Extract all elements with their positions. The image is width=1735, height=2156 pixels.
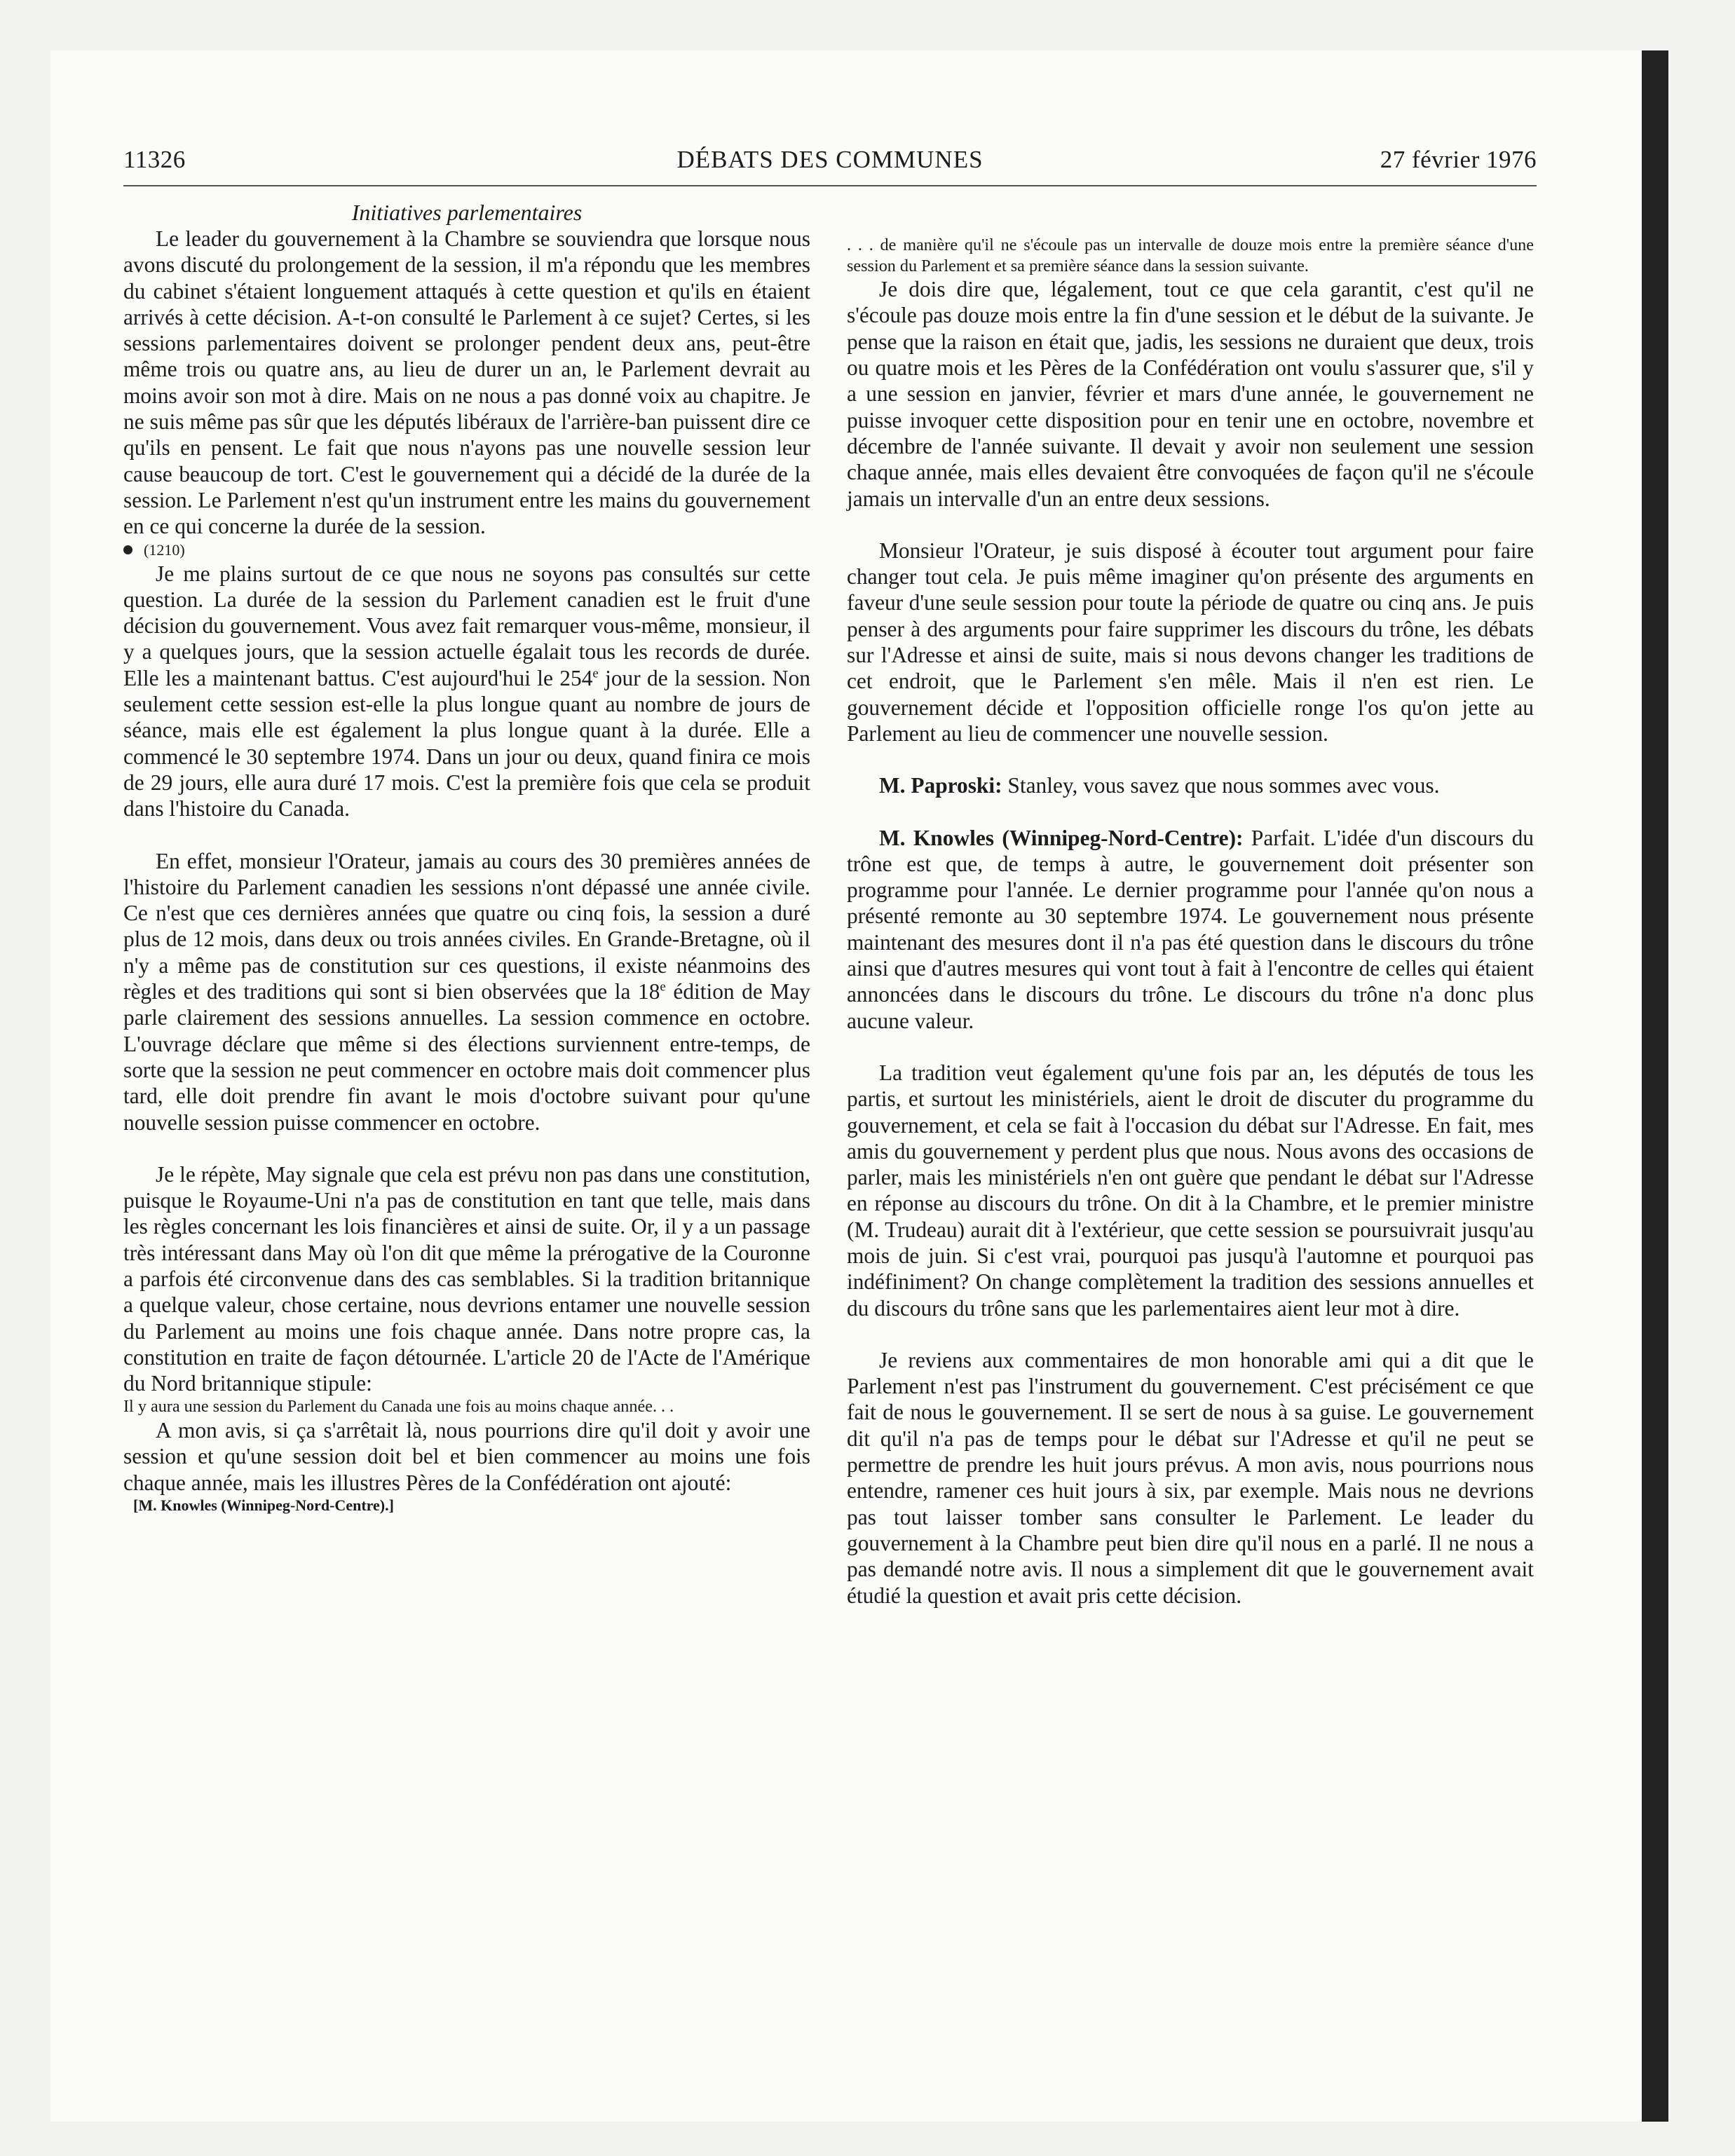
paragraph: Je reviens aux commentaires de mon honorable ami qui a dit que le Parlement n'est pas l'instrument du gouvernement. C'est précisément ce que fait de nous le gouvernement. Il se sert de nous à sa guise. Le gouvernement dit qu'il n'a pas de temps pour le débat sur l'Adresse et qu'il ne peut se permettre de prendre les huit jours prévus. A mon avis, nous pourrions nous entendre, ramener ces huit jours à six, par exemple. Mais nous ne devrions pas tout laisser tomber sans consulter le Parlement. Le leader du gouvernement à la Chambre peut bien dire qu'il nous en a parlé. Il ne nous a pas demandé notre avis. Il nous a simplement dit que le gouvernement avait étudié la question et avait pris cette décision. — [847, 1347, 1534, 1608]
speech-paragraph — [847, 772, 1534, 798]
paragraph-text: jour de la session. Non seulement cette session est-elle la plus longue quant au nombre de jours de séance, mais elle est également la plus longue quant à la durée. Elle a commencé le 30 septembre 1974. Dans un jour ou deux, quand finira ce mois de 29 jours, elle aura duré 17 mois. C'est la première fois que cela se produit dans l'histoire du Canada. — [123, 665, 810, 821]
speech-paragraph — [847, 825, 1534, 1034]
section-title: Initiatives parlementaires — [351, 200, 583, 225]
speaker-name: M. Paproski: — [879, 773, 1002, 798]
paragraph — [123, 561, 810, 822]
timestamp-text: (1210) — [144, 540, 185, 559]
bullet-icon — [123, 545, 132, 554]
speech-text: Parfait. L'idée d'un discours du trône est que, de temps à autre, le gouvernement doit présenter son programme pour l'année. Le dernier programme pour l'année qu'on nous a présenté remonte au 30 septembre 1974. Le gouvernement nous présente maintenant des mesures dont il n'a pas été question dans le discours du trône ainsi que d'autres mesures qui vont tout à fait à l'encontre de celles qui étaient annoncées dans le discours du trône. Le discours du trône n'a donc plus aucune valeur. — [847, 825, 1534, 1033]
paragraph — [123, 848, 810, 1135]
page-date: 27 février 1976 — [1380, 146, 1537, 173]
publication-title: DÉBATS DES COMMUNES — [676, 146, 984, 173]
left-column — [123, 200, 810, 1515]
paragraph: La tradition veut également qu'une fois par an, les députés de tous les partis, et surtout les ministériels, aient le droit de discuter du programme du gouvernement, et cela se fait à l'occasion du débat sur l'Adresse. En fait, mes amis du gouvernement y perdent plus que nous. Nous avons des occasions de parler, mais les ministériels n'en ont guère que pendant le débat sur l'Adresse en réponse au discours du trône. On dit à la Chambre, et le premier ministre (M. Trudeau) aurait dit à l'extérieur, que cette session se poursuivrait jusqu'au mois de juin. Si c'est vrai, pourquoi pas jusqu'à l'automne et pourquoi pas indéfiniment? On change complètement la tradition des sessions annuelles et du discours du trône sans que les parlementaires aient leur mot à dire. — [847, 1060, 1534, 1321]
scan-binding-edge — [1642, 50, 1668, 2122]
superscript: e — [592, 666, 599, 681]
paragraph: Le leader du gouvernement à la Chambre se souviendra que lorsque nous avons discuté du prolongement de la session, il m'a répondu que les membres du cabinet s'étaient longuement attaqués à cette question et qu'ils en étaient arrivés à cette décision. A-t-on consulté le Parlement à ce sujet? Certes, si les sessions parlementaires doivent se prolonger pendent deux ans, peut-être même trois ou quatre ans, au lieu de durer un an, le Parlement devrait au moins avoir son mot à dire. Mais on ne nous a pas donné voix au chapitre. Je ne suis même pas sûr que les députés libéraux de l'arrière-ban puissent dire ce qu'ils en pensent. Le fait que nous n'ayons pas une nouvelle session leur cause beaucoup de tort. C'est le gouvernement qui a décidé de la durée de la session. Le Parlement n'est qu'un instrument entre les mains du gouvernement en ce qui concerne la durée de la session. — [123, 226, 810, 539]
right-column — [847, 235, 1534, 1609]
page-header — [123, 146, 1537, 186]
superscript: e — [660, 979, 666, 995]
paragraph: Monsieur l'Orateur, je suis disposé à écouter tout argument pour faire changer tout cela. Je puis même imaginer qu'on présente des arguments en faveur d'une seule session pour toute la période de quatre ou cinq ans. Je puis penser à des arguments pour faire supprimer les discours du trône, les débats sur l'Adresse et ainsi de suite, mais si nous devons changer les traditions de cet endroit, que le Parlement s'en mêle. Mais il n'en est rien. Le gouvernement décide et l'opposition officielle ronge l'os qu'on jette au Parlement au lieu de commencer une nouvelle session. — [847, 538, 1534, 746]
block-quote: Il y aura une session du Parlement du Canada une fois au moins chaque année. . . — [123, 1397, 674, 1417]
speaker-name: M. Knowles (Winnipeg-Nord-Centre): — [879, 825, 1244, 850]
timestamp-marker — [123, 540, 810, 561]
speech-text: Stanley, vous savez que nous sommes avec vous. — [1002, 773, 1440, 798]
block-quote: . . . de manière qu'il ne s'écoule pas un intervalle de douze mois entre la première séance d'une session du Parlement et sa première séance dans la session suivante. — [847, 236, 1534, 275]
paragraph: Je dois dire que, légalement, tout ce que cela garantit, c'est qu'il ne s'écoule pas douze mois entre la fin d'une session et le début de la suivante. Je pense que la raison en était que, jadis, les sessions ne duraient que deux, trois ou quatre mois et les Pères de la Confédération ont voulu s'assurer que, s'il y a une session en janvier, février et mars d'une année, le gouvernement ne puisse invoquer cette disposition pour en tenir une en octobre, novembre et décembre de l'année suivante. Il devait y avoir non seulement une session chaque année, mais elles devaient être convoquées de façon qu'il ne s'écoule jamais un intervalle d'un an entre deux sessions. — [847, 277, 1534, 511]
paragraph-text: Je me plains surtout de ce que nous ne soyons pas consultés sur cette question. La durée de la session du Parlement canadien est le fruit d'une décision du gouvernement. Vous avez fait remarquer vous-même, monsieur, il y a quelques jours, que la session actuelle égalait tous les records de durée. Elle les a maintenant battus. C'est aujourd'hui le 254 — [123, 561, 810, 690]
paragraph: Je le répète, May signale que cela est prévu non pas dans une constitution, puisque le Royaume-Uni n'a pas de constitution en tant que telle, mais dans les règles concernant les lois financières et ainsi de suite. Or, il y a un passage très intéressant dans May où l'on dit que même la prérogative de la Couronne a parfois été circonvenue dans des cas semblables. Si la tradition britannique a quelque valeur, chose certaine, nous devrions entamer une nouvelle session du Parlement au moins une fois chaque année. Dans notre propre cas, la constitution en traite de façon détournée. L'article 20 de l'Acte de l'Amérique du Nord britannique stipule: — [123, 1161, 810, 1396]
speaker-attribution: [M. Knowles (Winnipeg-Nord-Centre).] — [133, 1496, 394, 1514]
paragraph-text: édition de May parle clairement des sessions annuelles. La session commence en octobre. L'ouvrage déclare que même si des élections surviennent entre-temps, de sorte que la session ne peut commencer en octobre mais doit commencer plus tard, elle doit prendre fin avant le mois d'octobre suivant pour qu'une nouvelle session puisse commencer en octobre. — [123, 979, 810, 1135]
paragraph-text: En effet, monsieur l'Orateur, jamais au cours des 30 premières années de l'histoire du Parlement canadien les sessions n'ont dépassé une année civile. Ce n'est que ces dernières années que quatre ou cinq fois, la session a duré plus de 12 mois, dans deux ou trois années civiles. En Grande-Bretagne, où il n'y a même pas de constitution sur ces questions, il existe néanmoins des règles et des traditions qui sont si bien observées que la 18 — [123, 848, 810, 1004]
page-number: 11326 — [123, 146, 186, 173]
paragraph: A mon avis, si ça s'arrêtait là, nous pourrions dire qu'il doit y avoir une session et qu'une session doit bel et bien commencer au moins une fois chaque année, mais les illustres Pères de la Confédération ont ajouté: — [123, 1418, 810, 1495]
